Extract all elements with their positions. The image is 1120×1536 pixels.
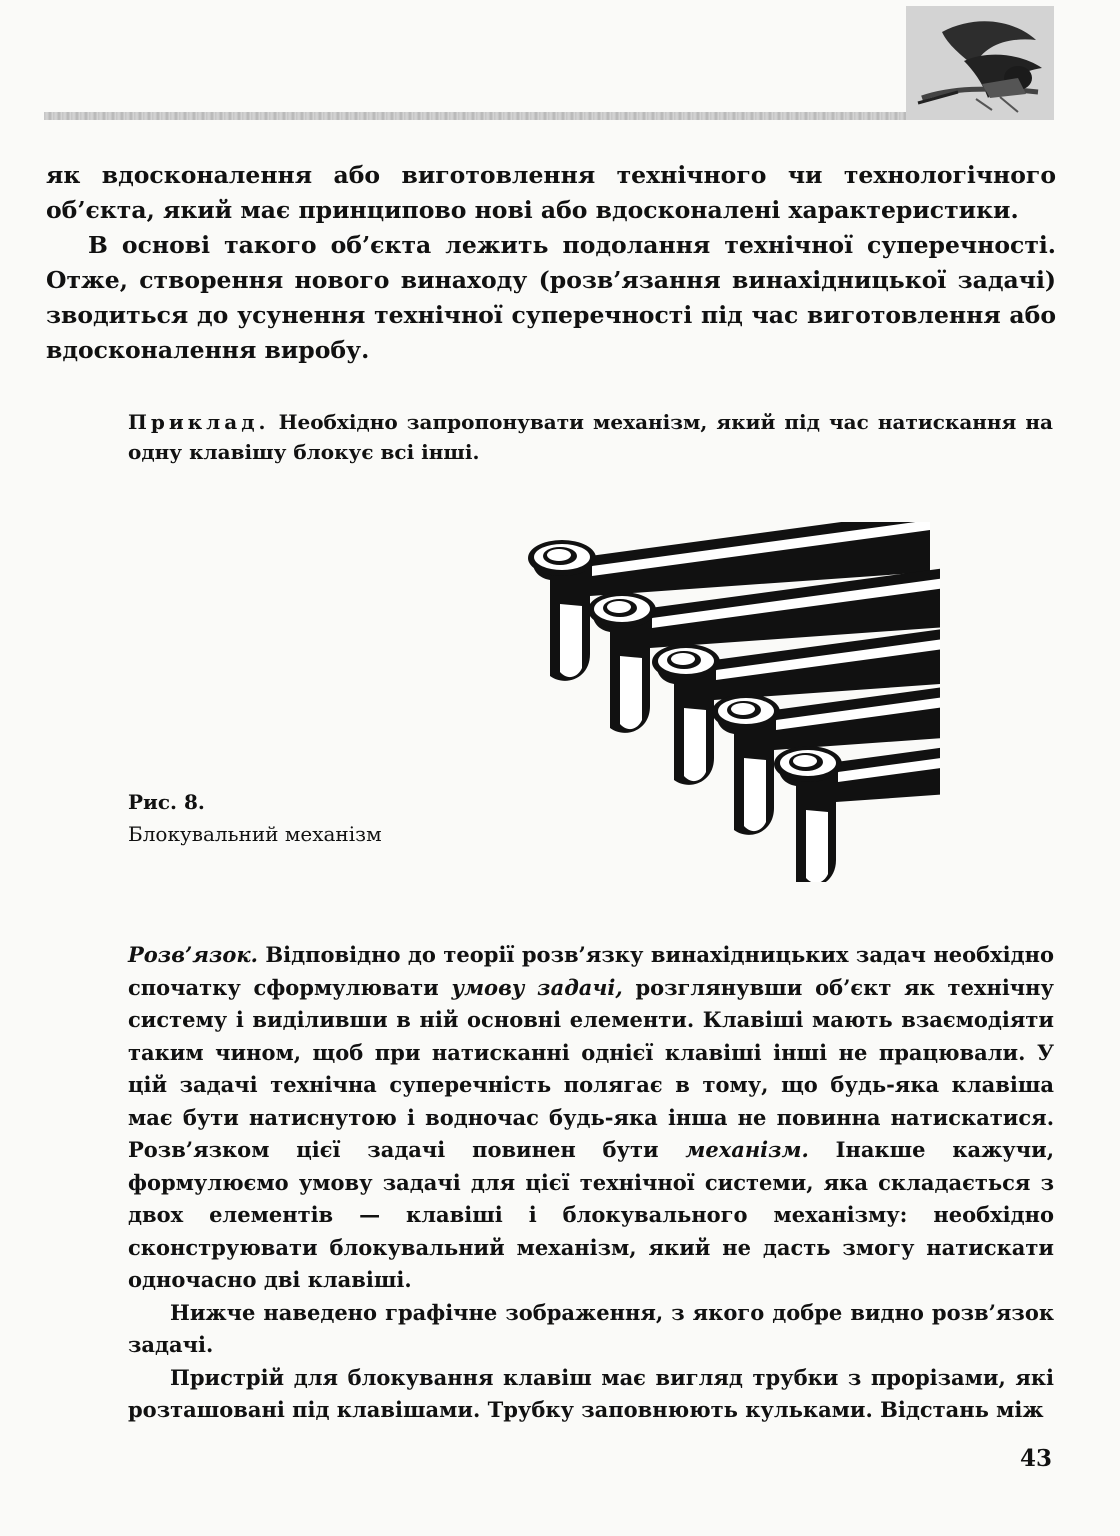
condition-emphasis: умову задачі, bbox=[451, 974, 623, 1000]
paragraph-continuation: як вдосконалення або виготовлення технічного чи технологічного об’єкта, який має принципово нові або вдосконалені характеристики. bbox=[46, 161, 1056, 224]
solution-label: Розв’язок. bbox=[128, 942, 258, 967]
aircraft-illustration-icon bbox=[906, 6, 1054, 120]
page-number: 43 bbox=[1019, 1445, 1052, 1472]
blocking-mechanism-icon bbox=[520, 522, 940, 882]
solution-text-2: розглянувши об’єкт як технічну систему і виділивши в ній основні елементи. Клавіші мають взаємодіяти таким чином, щоб при натисканні однієї клавіші інші не працювали. У цій задачі технічна суперечність полягає в тому, що будь-яка клавіша має бути натиснутою і водночас будь-яка інша не повинна натискатися. Розв’язком цієї задачі повинен бути bbox=[128, 974, 1054, 1162]
example-block bbox=[128, 407, 1053, 467]
solution-section bbox=[128, 939, 1054, 1427]
solution-paragraph-2: Нижче наведено графічне зображення, з якого добре видно розв’язок задачі. bbox=[128, 1299, 1054, 1357]
figure-title: Блокувальний механізм bbox=[128, 822, 382, 846]
example-text: Необхідно запропонувати механізм, який під час натискання на одну клавішу блокує всі інші. bbox=[128, 410, 1053, 464]
header-illustration bbox=[906, 6, 1054, 120]
figure-number: Рис. 8. bbox=[128, 790, 205, 814]
solution-paragraph-3: Пристрій для блокування клавіш має вигляд трубки з прорізами, які розташовані під клавішами. Трубку заповнюють кульками. Відстань між bbox=[128, 1364, 1054, 1422]
blocking-mechanism-figure bbox=[520, 522, 940, 882]
solution-text-1: Відповідно до теорії розв’язку винахідницьких задач необхідно спочатку сформулювати bbox=[128, 942, 1054, 1000]
figure-caption bbox=[128, 786, 382, 850]
mechanism-emphasis: механізм. bbox=[685, 1137, 809, 1162]
example-label: Приклад. bbox=[128, 410, 270, 434]
solution-text-3: Інакше кажучи, формулюємо умову задачі для цієї технічної системи, яка складається з двох елементів — клавіші і блокувального механізму: необхідно сконструювати блокувальний механізм, який не дасть змогу натискати одночасно дві клавіші. bbox=[128, 1137, 1055, 1292]
header-rule bbox=[44, 112, 1054, 120]
solution-paragraph-1 bbox=[128, 939, 1054, 1297]
main-text bbox=[46, 158, 1056, 368]
paragraph-technical-contradiction: В основі такого об’єкта лежить подолання технічної суперечності. Отже, створення нового винаходу (розв’язання винахідницької задачі) зводиться до усунення технічної суперечності під час виготовлення або вдосконалення виробу. bbox=[46, 231, 1056, 364]
